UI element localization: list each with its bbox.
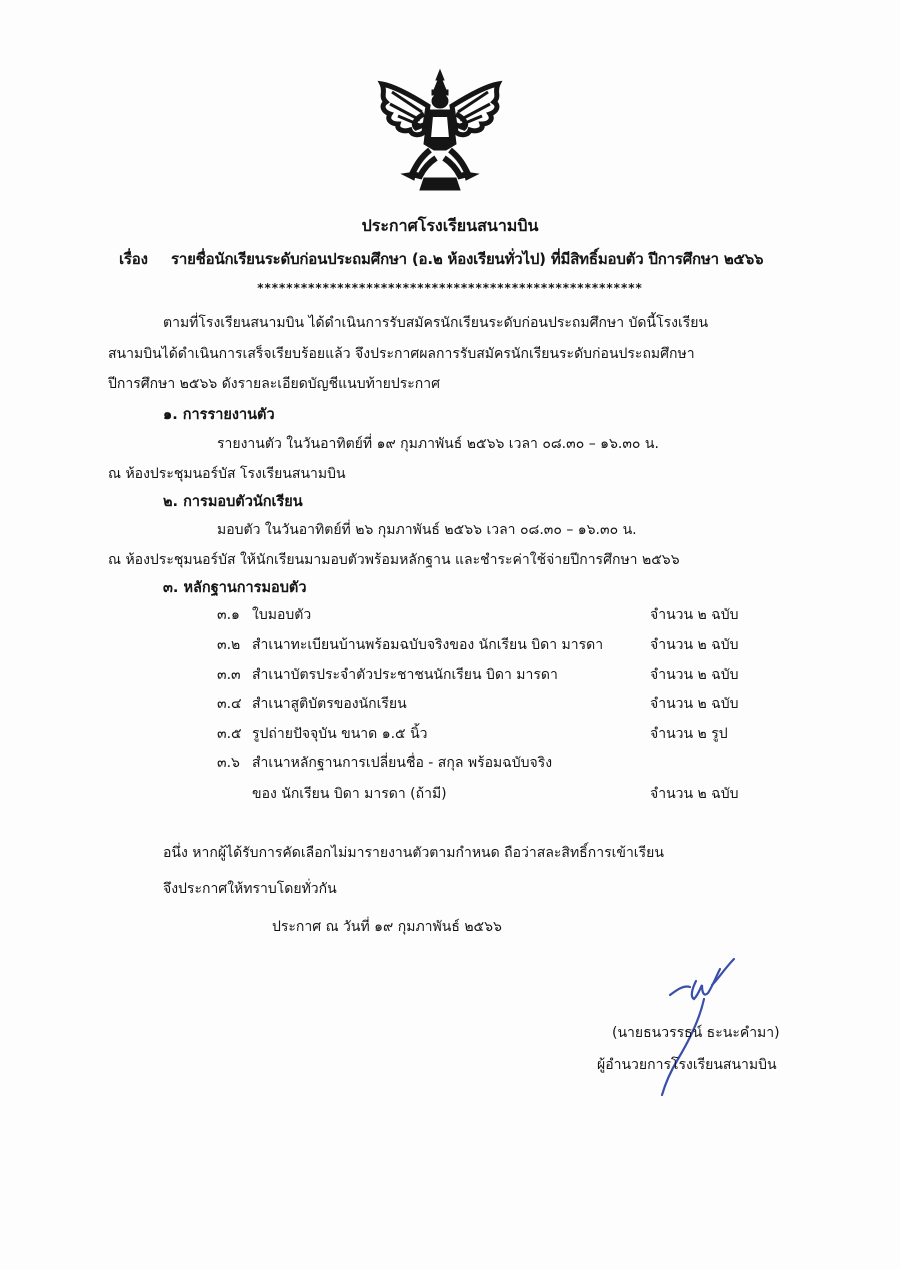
item-quantity: จำนวน ๒ ฉบับ: [650, 607, 739, 623]
item-name: รูปถ่ายปัจจุบัน ขนาด ๑.๕ นิ้ว: [252, 726, 428, 742]
section-3-heading: ๓. หลักฐานการมอบตัว: [163, 580, 307, 596]
item-quantity: จำนวน ๒ ฉบับ: [650, 696, 739, 712]
item-quantity: จำนวน ๒ รูป: [650, 726, 728, 742]
closing-note: อนึ่ง หากผู้ได้รับการคัดเลือกไม่มารายงานตัวตามกำหนด ถือว่าสละสิทธิ์การเข้าเรียน: [163, 845, 664, 861]
closing-announce: จึงประกาศให้ทราบโดยทั่วกัน: [163, 881, 337, 897]
item-number: ๓.๒: [217, 637, 241, 653]
section-2-line-2: ณ ห้องประชุมนอร์บัส ให้นักเรียนมามอบตัวพร้อมหลักฐาน และชำระค่าใช้จ่ายปีการศึกษา ๒๕๖๖: [108, 552, 680, 568]
item-quantity: จำนวน ๒ ฉบับ: [650, 786, 739, 802]
signatory-name: (นายธนวรรธน์ ธะนะคำมา): [612, 1025, 780, 1041]
section-1-heading: ๑. การรายงานตัว: [163, 407, 275, 423]
item-number: ๓.๔: [217, 696, 242, 712]
intro-line-3: ปีการศึกษา ๒๕๖๖ ดังรายละเอียดบัญชีแนบท้ายประกาศ: [108, 376, 441, 392]
separator-line: *****************************************************: [257, 281, 643, 295]
section-2-line-1: มอบตัว ในวันอาทิตย์ที่ ๒๖ กุมภาพันธ์ ๒๕๖๖ เวลา ๐๘.๓๐ – ๑๖.๓๐ น.: [217, 522, 637, 538]
signatory-position: ผู้อำนวยการโรงเรียนสนามบิน: [597, 1057, 777, 1073]
section-2-heading: ๒. การมอบตัวนักเรียน: [163, 494, 303, 510]
item-name-continued: ของ นักเรียน บิดา มารดา (ถ้ามี): [252, 786, 447, 802]
item-quantity: จำนวน ๒ ฉบับ: [650, 637, 739, 653]
intro-line-1: ตามที่โรงเรียนสนามบิน ได้ดำเนินการรับสมัครนักเรียนระดับก่อนประถมศึกษา บัดนี้โรงเรียน: [163, 315, 709, 331]
document-title: ประกาศโรงเรียนสนามบิน: [361, 216, 539, 235]
item-number: ๓.๑: [217, 607, 240, 623]
announcement-date: ประกาศ ณ วันที่ ๑๙ กุมภาพันธ์ ๒๕๖๖: [272, 919, 502, 935]
item-name: ใบมอบตัว: [252, 607, 312, 623]
item-name: สำเนาทะเบียนบ้านพร้อมฉบับจริงของ นักเรียน บิดา มารดา: [252, 637, 604, 653]
item-quantity: จำนวน ๒ ฉบับ: [650, 667, 739, 683]
subject-label: เรื่อง: [119, 250, 148, 268]
item-name: สำเนาหลักฐานการเปลี่ยนชื่อ - สกุล พร้อมฉบับจริง: [252, 755, 553, 771]
item-number: ๓.๖: [217, 755, 240, 771]
section-1-line-1: รายงานตัว ในวันอาทิตย์ที่ ๑๙ กุมภาพันธ์ ๒๕๖๖ เวลา ๐๘.๓๐ – ๑๖.๓๐ น.: [217, 436, 659, 452]
garuda-emblem-icon: [372, 66, 508, 196]
item-name: สำเนาสูติบัตรของนักเรียน: [252, 696, 407, 712]
item-number: ๓.๕: [217, 726, 242, 742]
item-name: สำเนาบัตรประจำตัวประชาชนนักเรียน บิดา มารดา: [252, 667, 558, 683]
item-number: ๓.๓: [217, 667, 241, 683]
section-1-line-2: ณ ห้องประชุมนอร์บัส โรงเรียนสนามบิน: [108, 466, 346, 482]
subject-text: รายชื่อนักเรียนระดับก่อนประถมศึกษา (อ.๒ ห้องเรียนทั่วไป) ที่มีสิทธิ์มอบตัว ปีการศึกษา ๒๕๖๖: [171, 250, 764, 268]
intro-line-2: สนามบินได้ดำเนินการเสร็จเรียบร้อยแล้ว จึงประกาศผลการรับสมัครนักเรียนระดับก่อนประถมศึกษา: [108, 346, 695, 362]
